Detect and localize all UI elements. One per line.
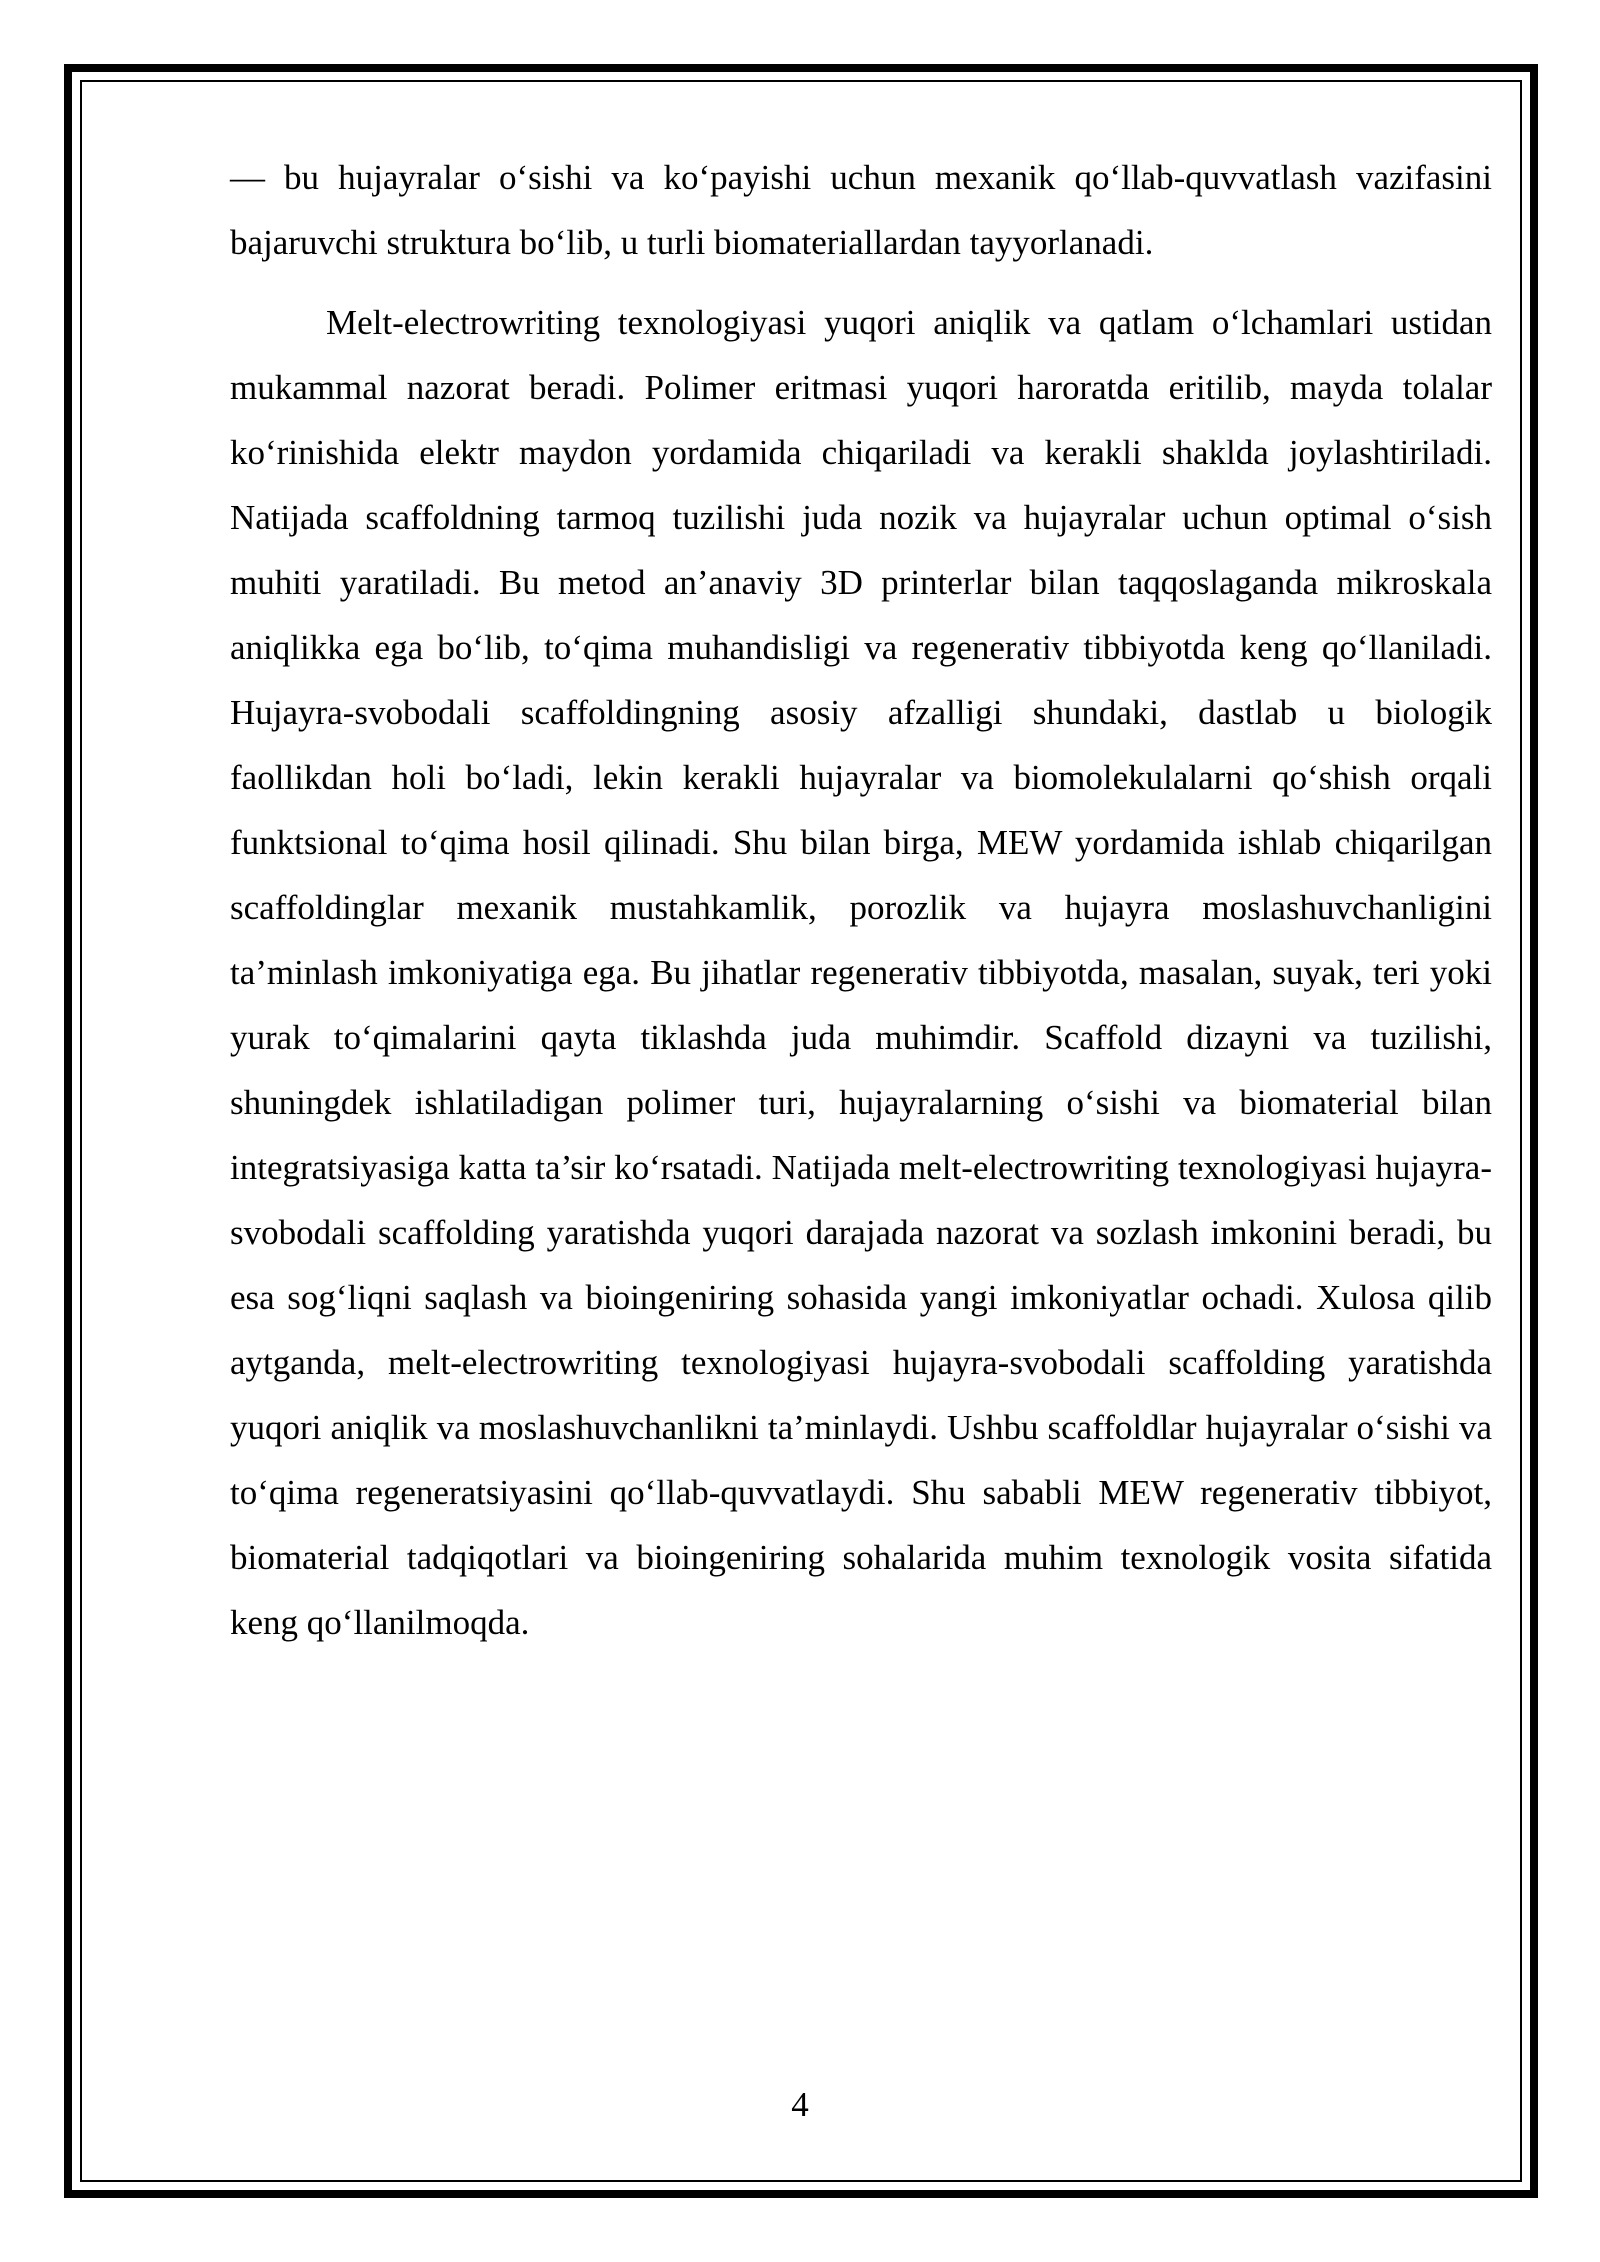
body-text <box>230 145 1492 1655</box>
paragraph-continued: — bu hujayralar o‘sishi va ko‘payishi uchun mexanik qo‘llab-quvvatlash vazifasini bajaruvchi struktura bo‘lib, u turli biomateriallardan tayyorlanadi. <box>230 158 1492 262</box>
page-number: 4 <box>791 2085 809 2124</box>
paragraph-main: Melt-electrowriting texnologiyasi yuqori aniqlik va qatlam o‘lchamlari ustidan mukammal nazorat beradi. Polimer eritmasi yuqori haroratda eritilib, mayda tolalar ko‘rinishida elektr maydon yordamida chiqariladi va kerakli shaklda joylashtiriladi. Natijada scaffoldning tarmoq tuzilishi juda nozik va hujayralar uchun optimal o‘sish muhiti yaratiladi. Bu metod an’anaviy 3D printerlar bilan taqqoslaganda mikroskala aniqlikka ega bo‘lib, to‘qima muhandisligi va regenerativ tibbiyotda keng qo‘llaniladi. Hujayra-svobodali scaffoldingning asosiy afzalligi shundaki, dastlab u biologik faollikdan holi bo‘ladi, lekin kerakli hujayralar va biomolekulalarni qo‘shish orqali funktsional to‘qima hosil qilinadi. Shu bilan birga, MEW yordamida ishlab chiqarilgan scaffoldinglar mexanik mustahkamlik, porozlik va hujayra moslashuvchanligini ta’minlash imkoniyatiga ega. Bu jihatlar regenerativ tibbiyotda, masalan, suyak, teri yoki yurak to‘qimalarini qayta tiklashda juda muhimdir. Scaffold dizayni va tuzilishi, shuningdek ishlatiladigan polimer turi, hujayralarning o‘sishi va biomaterial bilan integratsiyasiga katta ta’sir ko‘rsatadi. Natijada melt-electrowriting texnologiyasi hujayra-svobodali scaffolding yaratishda yuqori darajada nazorat va sozlash imkonini beradi, bu esa sog‘liqni saqlash va bioingeniring sohasida yangi imkoniyatlar ochadi. Xulosa qilib aytganda, melt-electrowriting texnologiyasi hujayra-svobodali scaffolding yaratishda yuqori aniqlik va moslashuvchanlikni ta’minlaydi. Ushbu scaffoldlar hujayralar o‘sishi va to‘qima regeneratsiyasini qo‘llab-quvvatlaydi. Shu sababli MEW regenerativ tibbiyot, biomaterial tadqiqotlari va bioingeniring sohalarida muhim texnologik vosita sifatida keng qo‘llanilmoqda. <box>230 303 1492 1642</box>
